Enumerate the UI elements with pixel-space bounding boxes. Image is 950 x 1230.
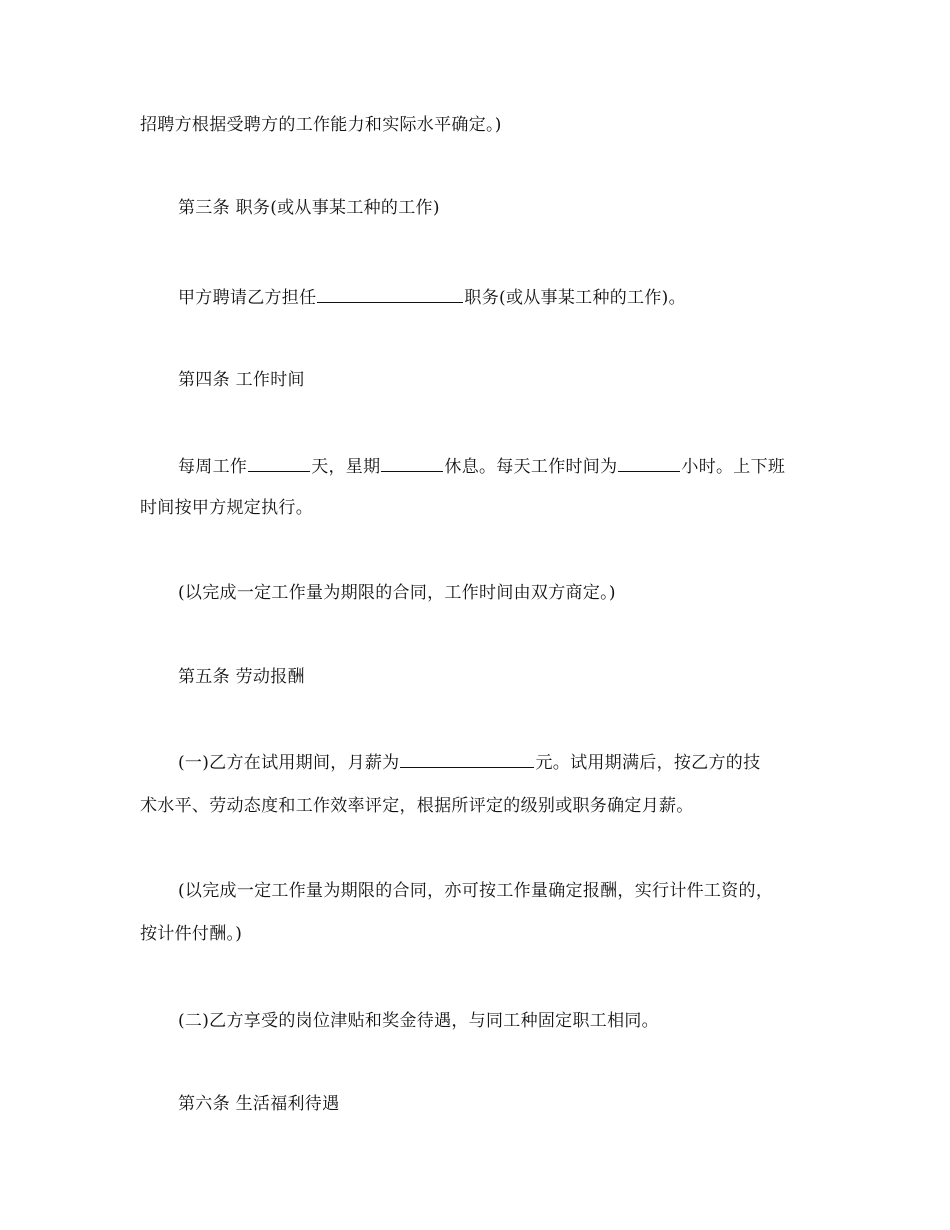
text-segment: 甲方聘请乙方担任 <box>178 288 317 308</box>
paragraph-line: 按计件付酬。) <box>140 924 243 944</box>
paragraph-line <box>178 287 686 308</box>
text-segment: 天，星期 <box>311 457 381 477</box>
fill-in-blank <box>381 456 443 472</box>
fill-in-blank <box>317 287 463 303</box>
text-segment: (一)乙方在试用期间，月薪为 <box>178 753 400 773</box>
text-segment: 元。试用期满后，按乙方的技 <box>535 753 761 773</box>
paragraph-line: 术水平、劳动态度和工作效率评定，根据所评定的级别或职务确定月薪。 <box>140 796 694 816</box>
article-heading: 第三条 职务(或从事某工种的工作) <box>178 198 440 218</box>
paragraph-line: (以完成一定工作量为期限的合同，亦可按工作量确定报酬，实行计件工资的， <box>178 881 774 901</box>
paragraph-line: 时间按甲方规定执行。 <box>140 498 313 518</box>
text-segment: 小时。上下班 <box>681 457 786 477</box>
fill-in-blank <box>248 456 310 472</box>
paragraph-line: (二)乙方享受的岗位津贴和奖金待遇，与同工种固定职工相同。 <box>178 1011 659 1031</box>
article-heading: 第四条 工作时间 <box>178 370 305 390</box>
article-heading: 第六条 生活福利待遇 <box>178 1094 340 1114</box>
fill-in-blank <box>618 456 680 472</box>
paragraph-line <box>178 456 785 477</box>
article-heading: 第五条 劳动报酬 <box>178 667 305 687</box>
text-segment: 每周工作 <box>178 457 248 477</box>
paragraph-line: (以完成一定工作量为期限的合同，工作时间由双方商定。) <box>178 583 616 603</box>
fill-in-blank <box>400 752 534 768</box>
text-segment: 休息。每天工作时间为 <box>444 457 618 477</box>
text-segment: 职务(或从事某工种的工作)。 <box>464 288 686 308</box>
paragraph-line: 招聘方根据受聘方的工作能力和实际水平确定。) <box>140 115 502 135</box>
paragraph-line <box>178 752 760 773</box>
